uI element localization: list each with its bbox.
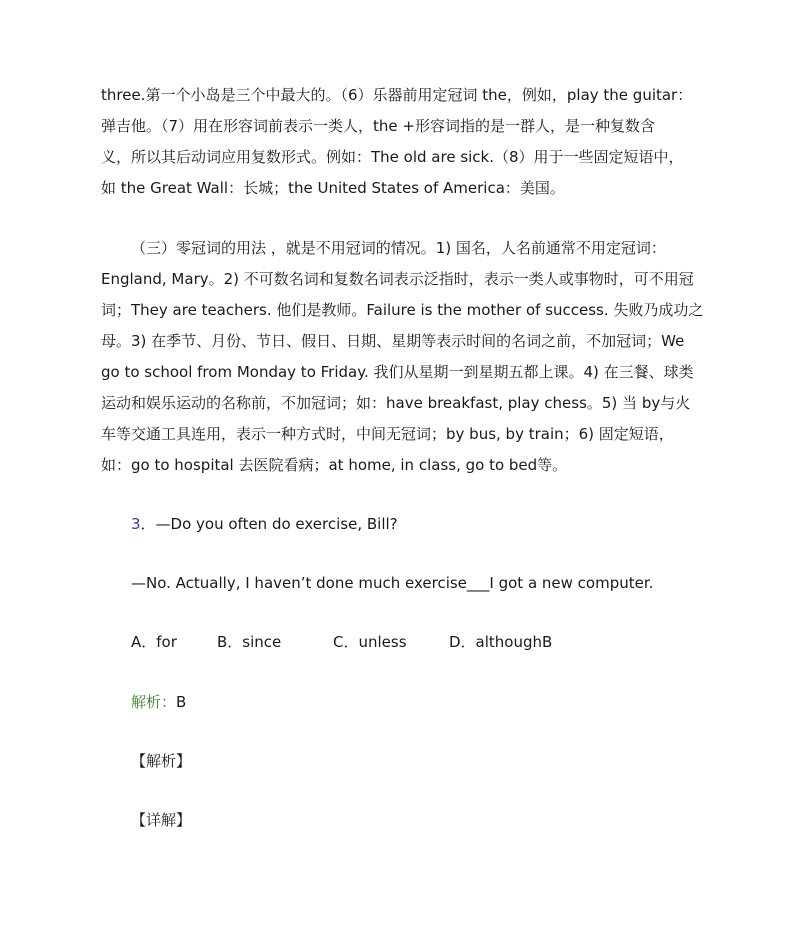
option-b: B．since [217, 633, 282, 651]
paragraph-line: England, Mary。2) 不可数名词和复数名词表示泛指时，表示一类人或事物时，可不用冠 [101, 270, 694, 288]
paragraph-line: three.第一个小岛是三个中最大的。（6）乐器前用定冠词 the，例如，play the guitar： [101, 86, 693, 104]
question-number: 3 [131, 515, 141, 533]
paragraph-line: （三）零冠词的用法 ，就是不用冠词的情况。1) 国名，人名前通常不用定冠词： [131, 239, 666, 257]
question-prompt [131, 513, 398, 535]
paragraph-line: 运动和娱乐运动的名称前，不加冠词；如：have breakfast, play chess。5) 当 by与火 [101, 394, 691, 412]
option-a: A．for [131, 633, 177, 651]
option-d: D．althoughB [449, 633, 553, 651]
answer-label: 解析： [131, 693, 177, 711]
paragraph-line: 如 the Great Wall：长城；the United States of America：美国。 [101, 179, 565, 197]
paragraph-line: 如：go to hospital 去医院看病；at home, in class, go to bed等。 [101, 456, 568, 474]
question-reply: —No. Actually, I haven’t done much exercise___I got a new computer. [131, 574, 654, 592]
paragraph-zero-article-uses [101, 233, 704, 481]
paragraph-line: 弹吉他。（7）用在形容词前表示一类人，the +形容词指的是一群人，是一种复数含 [101, 117, 656, 135]
paragraph-line: go to school from Monday to Friday. 我们从星期一到星期五都上课。4) 在三餐、球类 [101, 363, 694, 381]
answer-line [131, 691, 186, 713]
question-options [131, 631, 552, 653]
question-prompt-text: ．—Do you often do exercise, Bill? [140, 515, 398, 533]
section-detail-heading: 【详解】 [131, 811, 192, 829]
paragraph-line: 义，所以其后动词应用复数形式。例如：The old are sick.（8）用于一些固定短语中， [101, 148, 684, 166]
answer-value: B [176, 693, 187, 711]
section-analysis-heading: 【解析】 [131, 752, 192, 770]
paragraph-line: 词；They are teachers. 他们是教师。Failure is the mother of success. 失败乃成功之 [101, 301, 704, 319]
paragraph-line: 车等交通工具连用，表示一种方式时，中间无冠词；by bus, by train；6) 固定短语， [101, 425, 674, 443]
option-c: C．unless [333, 633, 407, 651]
paragraph-line: 母。3) 在季节、月份、节日、假日、日期、星期等表示时间的名词之前，不加冠词；We [101, 332, 685, 350]
paragraph-definite-article-uses [101, 80, 695, 204]
